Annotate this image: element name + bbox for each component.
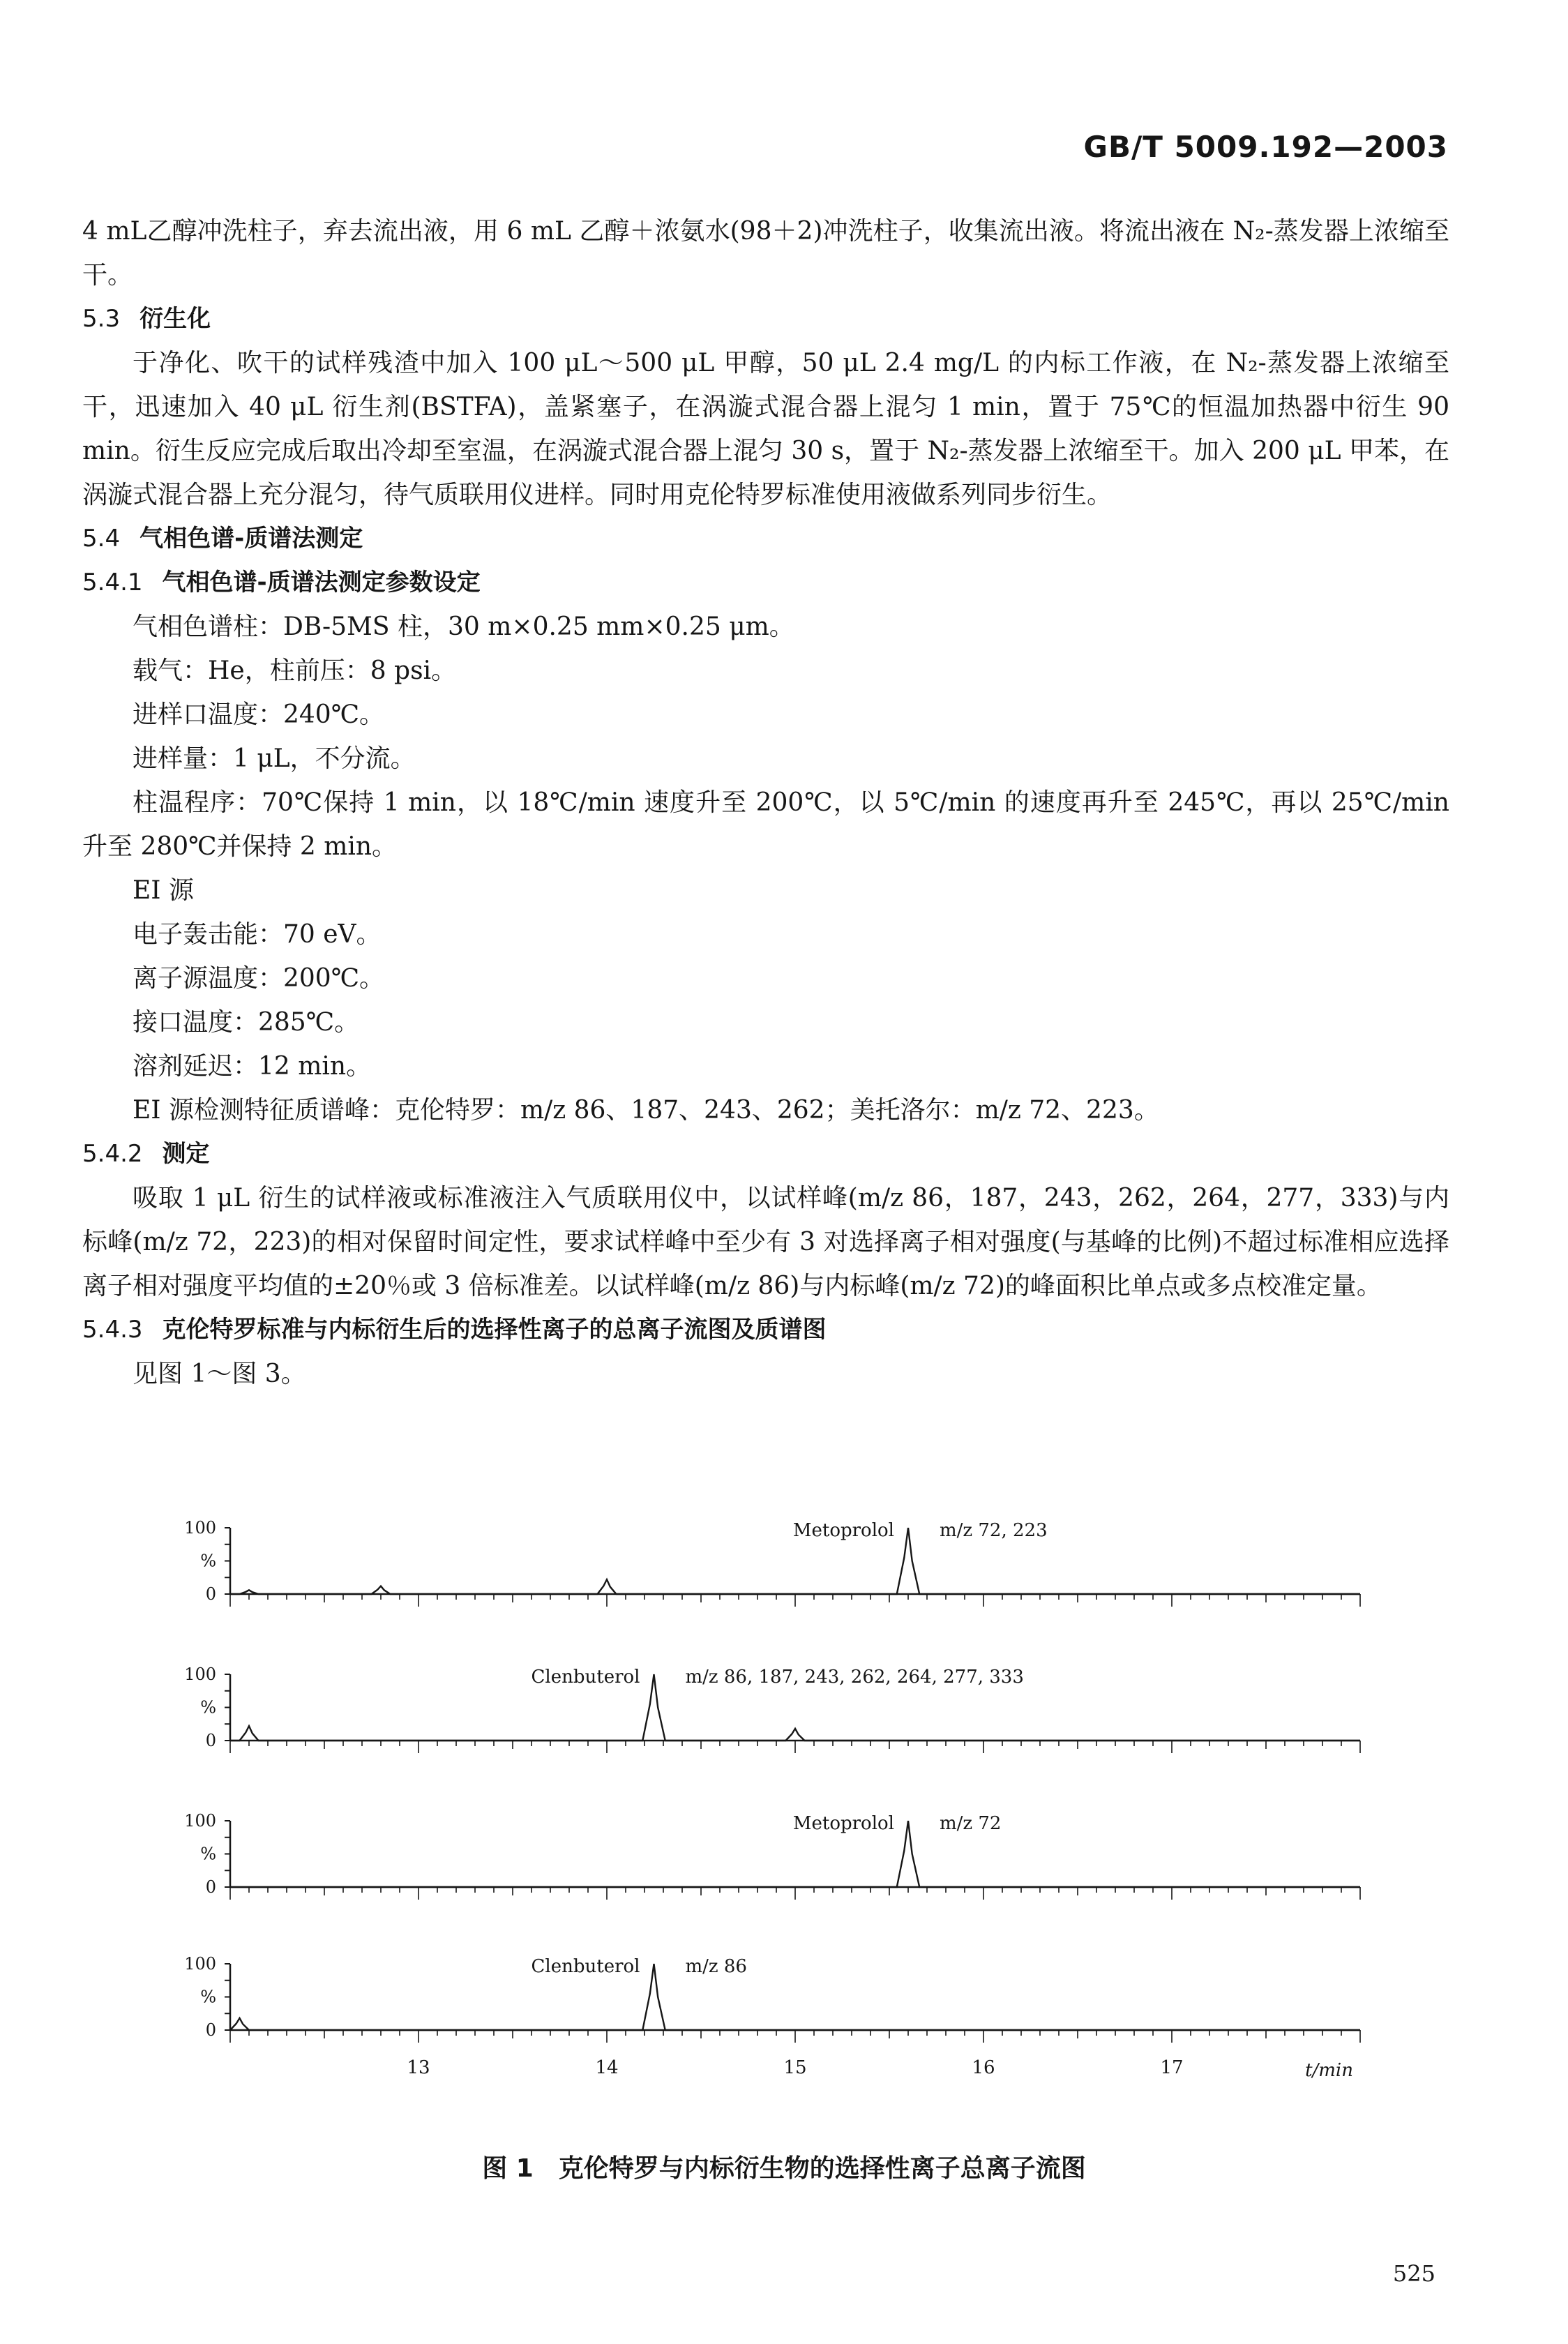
y-tick-label: 0	[205, 2020, 216, 2040]
x-tick-label: 16	[972, 2057, 995, 2078]
section-heading	[82, 297, 1449, 341]
ion-label: m/z 72	[940, 1813, 1002, 1834]
y-tick-label: 100	[184, 1954, 216, 1974]
page-number: 525	[1392, 2260, 1435, 2287]
y-tick-label: 0	[205, 1731, 216, 1750]
section-heading	[82, 1132, 1449, 1176]
y-tick-label: 100	[184, 1811, 216, 1831]
y-unit-label: %	[200, 1844, 216, 1864]
figure-caption	[0, 2149, 1568, 2184]
section-heading	[82, 517, 1449, 561]
y-unit-label: %	[200, 1987, 216, 2007]
compound-label: Clenbuterol	[531, 1956, 640, 1977]
section-title: 克伦特罗标准与内标衍生后的选择性离子的总离子流图及质谱图	[162, 1316, 827, 1344]
text-line: EI 源	[133, 876, 194, 905]
paragraph: 柱温程序：70℃保持 1 min，以 18℃/min 速度升至 200℃，以 5℃/min 的速度再升至 245℃，再以 25℃/min 升至 280℃并保持 2 min。	[82, 788, 1449, 861]
document-body	[82, 209, 1449, 1396]
ion-label: m/z 86, 187, 243, 262, 264, 277, 333	[685, 1667, 1024, 1688]
text-line: EI 源检测特征质谱峰：克伦特罗：m/z 86、187、243、262；美托洛尔：m/z 72、223。	[133, 1096, 1159, 1125]
figure-caption-text: 克伦特罗与内标衍生物的选择性离子总离子流图	[558, 2154, 1086, 2183]
compound-label: Metoprolol	[792, 1520, 894, 1541]
compound-label: Metoprolol	[792, 1813, 894, 1834]
ion-label: m/z 86	[685, 1956, 747, 1977]
section-title: 衍生化	[140, 305, 211, 333]
text-line: 进样口温度：240℃。	[133, 700, 384, 729]
paragraph: 于净化、吹干的试样残渣中加入 100 μL～500 μL 甲醇，50 μL 2.4 mg/L 的内标工作液，在 N₂-蒸发器上浓缩至干，迅速加入 40 μL 衍生剂(BSTFA)，盖紧塞子，在涡漩式混合器上混匀 1 min，置于 75℃的恒温加热器中衍生 90 min。衍生反应完成后取出冷却至室温，在涡漩式混合器上混匀 30 s，置于 N₂-蒸发器上浓缩至干。加入 200 μL 甲苯，在涡漩式混合器上充分混匀，待气质联用仪进样。同时用克伦特罗标准使用液做系列同步衍生。	[82, 349, 1449, 509]
y-unit-label: %	[200, 1551, 216, 1571]
chromatogram-figure	[133, 1514, 1374, 2100]
text-line: 接口温度：285℃。	[133, 1008, 359, 1037]
section-heading	[82, 1308, 1449, 1352]
section-number: 5.4.1	[82, 569, 143, 596]
ion-label: m/z 72, 223	[940, 1520, 1048, 1541]
x-tick-label: 15	[783, 2057, 807, 2078]
x-axis-label: t/min	[1305, 2060, 1353, 2081]
y-tick-label: 100	[184, 1518, 216, 1538]
x-tick-label: 14	[595, 2057, 619, 2078]
y-tick-label: 0	[205, 1877, 216, 1897]
text-line: 见图 1～图 3。	[133, 1360, 306, 1388]
section-heading	[82, 561, 1449, 605]
y-unit-label: %	[200, 1697, 216, 1718]
text-line: 载气：He，柱前压：8 psi。	[133, 656, 457, 685]
chromatogram-svg	[133, 1514, 1374, 2100]
y-tick-label: 0	[205, 1584, 216, 1604]
text-line: 溶剂延迟：12 min。	[133, 1052, 372, 1081]
x-tick-label: 13	[407, 2057, 430, 2078]
paragraph: 4 mL乙醇冲洗柱子，弃去流出液，用 6 mL 乙醇＋浓氨水(98＋2)冲洗柱子，收集流出液。将流出液在 N₂-蒸发器上浓缩至干。	[82, 217, 1449, 290]
section-number: 5.4	[82, 525, 121, 553]
section-title: 气相色谱-质谱法测定	[140, 525, 363, 553]
text-line: 气相色谱柱：DB-5MS 柱，30 m×0.25 mm×0.25 μm。	[133, 613, 794, 641]
text-line: 离子源温度：200℃。	[133, 964, 384, 993]
chromatogram-trace	[230, 1964, 1360, 2030]
x-tick-label: 17	[1160, 2057, 1184, 2078]
y-tick-label: 100	[184, 1665, 216, 1684]
section-number: 5.4.3	[82, 1316, 143, 1344]
text-line: 进样量：1 μL，不分流。	[133, 744, 416, 773]
compound-label: Clenbuterol	[531, 1667, 640, 1688]
paragraph: 吸取 1 μL 衍生的试样液或标准液注入气质联用仪中，以试样峰(m/z 86，187，243，262，264，277，333)与内标峰(m/z 72，223)的相对保留时间定性，要求试样峰中至少有 3 对选择离子相对强度(与基峰的比例)不超过标准相应选择离子相对强度平均值的±20％或 3 倍标准差。以试样峰(m/z 86)与内标峰(m/z 72)的峰面积比单点或多点校准定量。	[82, 1184, 1449, 1300]
section-title: 测定	[162, 1140, 210, 1168]
section-number: 5.3	[82, 305, 121, 333]
section-number: 5.4.2	[82, 1140, 143, 1168]
standard-code: GB/T 5009.192—2003	[1083, 130, 1448, 164]
section-title: 气相色谱-质谱法测定参数设定	[162, 569, 481, 596]
text-line: 电子轰击能：70 eV。	[133, 920, 382, 949]
figure-number: 图 1	[482, 2154, 534, 2183]
